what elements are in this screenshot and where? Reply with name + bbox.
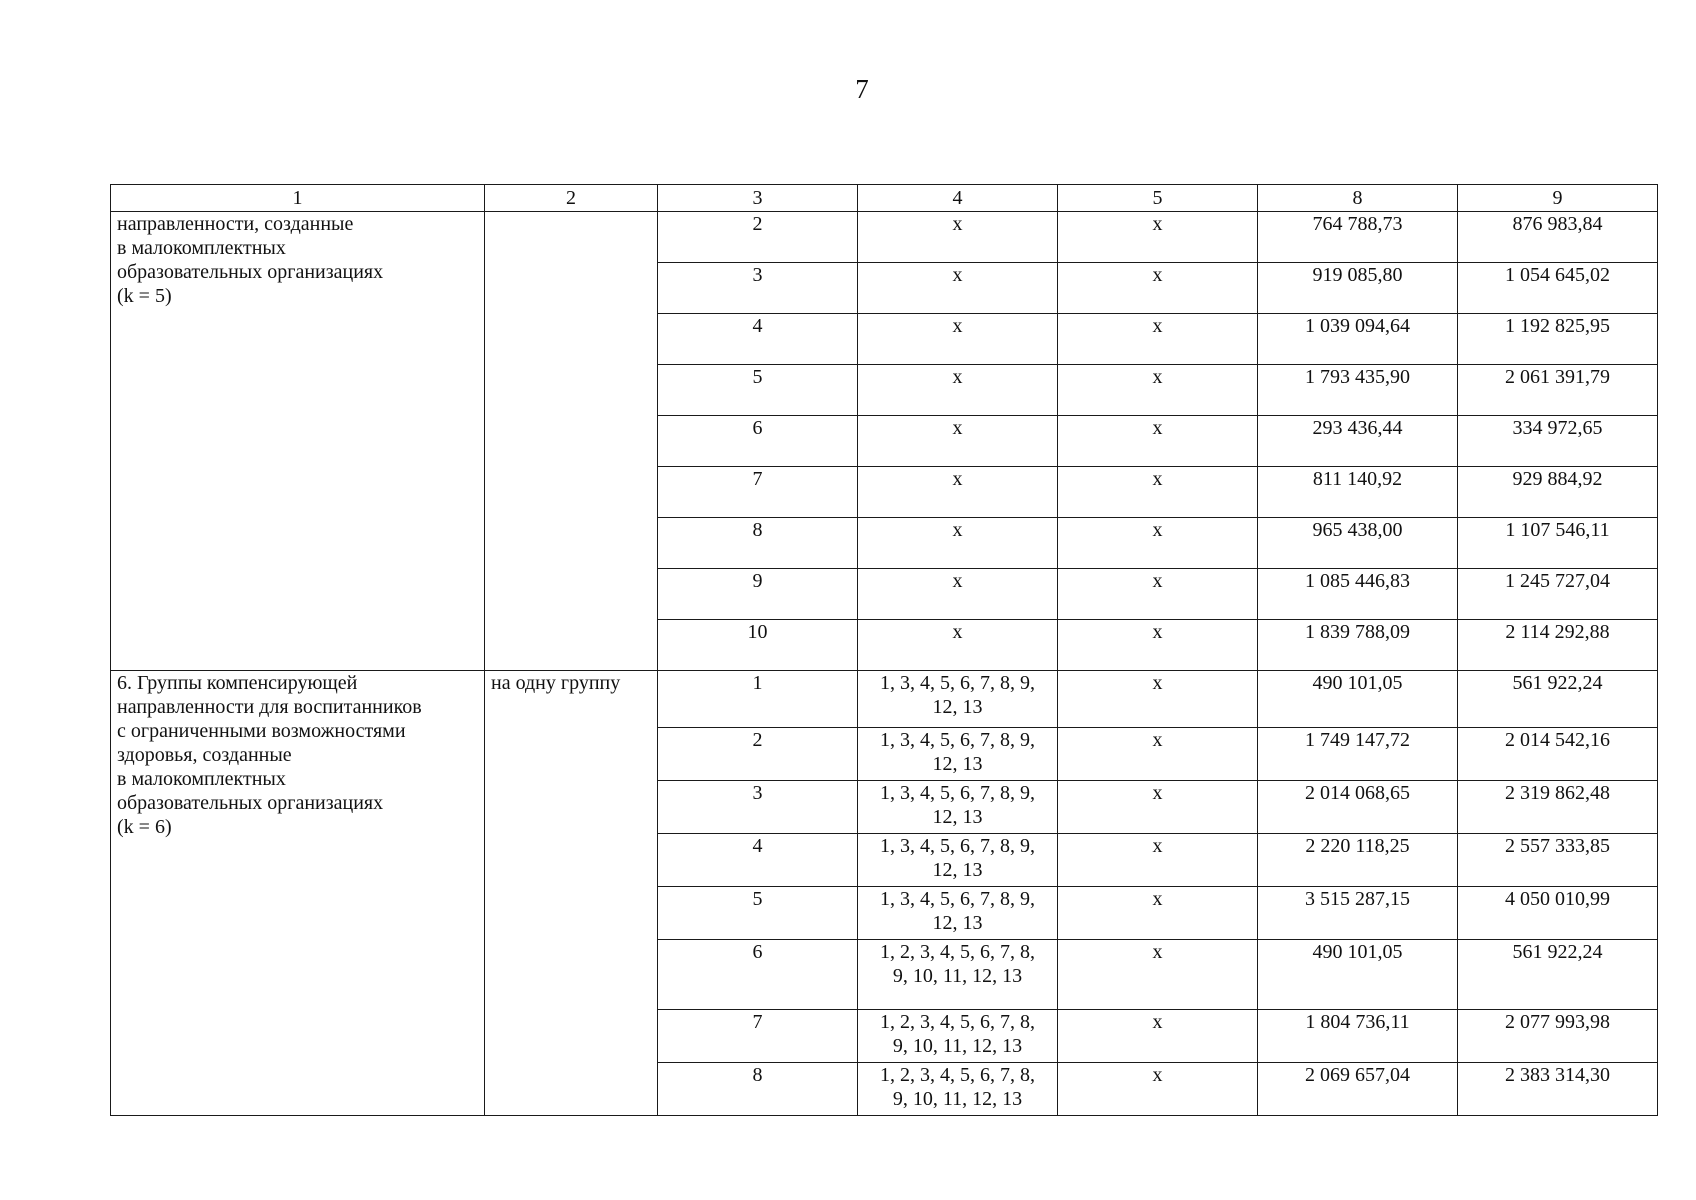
cell-col4: х bbox=[858, 569, 1058, 620]
cell-col5: х bbox=[1058, 620, 1258, 671]
cell-col5: х bbox=[1058, 416, 1258, 467]
cell-col9: 2 557 333,85 bbox=[1458, 834, 1658, 887]
cell-col5: х bbox=[1058, 212, 1258, 263]
cell-col3: 5 bbox=[658, 887, 858, 940]
cell-col3: 7 bbox=[658, 467, 858, 518]
cell-col9: 2 383 314,30 bbox=[1458, 1063, 1658, 1116]
cell-col9: 2 061 391,79 bbox=[1458, 365, 1658, 416]
cell-col5: х bbox=[1058, 671, 1258, 728]
column-header-2: 2 bbox=[485, 185, 658, 212]
cell-col8: 293 436,44 bbox=[1258, 416, 1458, 467]
cell-col5: х bbox=[1058, 365, 1258, 416]
cell-col8: 1 804 736,11 bbox=[1258, 1010, 1458, 1063]
cell-col4: х bbox=[858, 620, 1058, 671]
cell-col9: 1 107 546,11 bbox=[1458, 518, 1658, 569]
cell-col8: 1 039 094,64 bbox=[1258, 314, 1458, 365]
table-body bbox=[111, 212, 1658, 1116]
cell-col5: х bbox=[1058, 467, 1258, 518]
cell-col3: 1 bbox=[658, 671, 858, 728]
cell-col8: 764 788,73 bbox=[1258, 212, 1458, 263]
cell-col4: 1, 3, 4, 5, 6, 7, 8, 9, 12, 13 bbox=[858, 728, 1058, 781]
cell-col5: х bbox=[1058, 1063, 1258, 1116]
cell-col9: 1 245 727,04 bbox=[1458, 569, 1658, 620]
cell-col9: 1 192 825,95 bbox=[1458, 314, 1658, 365]
cell-col3: 7 bbox=[658, 1010, 858, 1063]
cell-col8: 1 793 435,90 bbox=[1258, 365, 1458, 416]
cell-col4: 1, 3, 4, 5, 6, 7, 8, 9, 12, 13 bbox=[858, 887, 1058, 940]
cell-col9: 929 884,92 bbox=[1458, 467, 1658, 518]
cell-col9: 2 114 292,88 bbox=[1458, 620, 1658, 671]
cell-col9: 4 050 010,99 bbox=[1458, 887, 1658, 940]
header-row bbox=[111, 185, 1658, 212]
cell-col5: х bbox=[1058, 1010, 1258, 1063]
cell-col5: х bbox=[1058, 834, 1258, 887]
cell-col5: х bbox=[1058, 728, 1258, 781]
cell-col4: 1, 3, 4, 5, 6, 7, 8, 9, 12, 13 bbox=[858, 834, 1058, 887]
cell-col3: 5 bbox=[658, 365, 858, 416]
cell-col8: 490 101,05 bbox=[1258, 940, 1458, 1010]
cell-col4: х bbox=[858, 467, 1058, 518]
cell-col9: 2 014 542,16 bbox=[1458, 728, 1658, 781]
column-header-3: 3 bbox=[658, 185, 858, 212]
cell-col5: х bbox=[1058, 263, 1258, 314]
page-number: 7 bbox=[855, 74, 869, 104]
cell-col8: 811 140,92 bbox=[1258, 467, 1458, 518]
cell-col4: 1, 2, 3, 4, 5, 6, 7, 8, 9, 10, 11, 12, 13 bbox=[858, 1010, 1058, 1063]
column-header-5: 5 bbox=[1058, 185, 1258, 212]
unit-label bbox=[485, 212, 658, 671]
column-header-9: 9 bbox=[1458, 185, 1658, 212]
cell-col4: х bbox=[858, 518, 1058, 569]
cell-col3: 2 bbox=[658, 212, 858, 263]
cell-col8: 3 515 287,15 bbox=[1258, 887, 1458, 940]
cell-col9: 2 077 993,98 bbox=[1458, 1010, 1658, 1063]
table-row bbox=[111, 212, 1658, 263]
tariff-table bbox=[110, 184, 1658, 1116]
cell-col9: 561 922,24 bbox=[1458, 940, 1658, 1010]
category-label: 6. Группы компенсирующей направленности для воспитанников с ограниченными возможностями здоровья, созданные в малокомплектных образовательных организациях (k = 6) bbox=[111, 671, 485, 1116]
cell-col3: 3 bbox=[658, 263, 858, 314]
cell-col9: 876 983,84 bbox=[1458, 212, 1658, 263]
cell-col3: 2 bbox=[658, 728, 858, 781]
cell-col4: 1, 3, 4, 5, 6, 7, 8, 9, 12, 13 bbox=[858, 781, 1058, 834]
cell-col4: х bbox=[858, 314, 1058, 365]
cell-col9: 2 319 862,48 bbox=[1458, 781, 1658, 834]
cell-col3: 9 bbox=[658, 569, 858, 620]
category-label: направленности, созданные в малокомплектных образовательных организациях (k = 5) bbox=[111, 212, 485, 671]
cell-col3: 6 bbox=[658, 416, 858, 467]
cell-col4: х bbox=[858, 416, 1058, 467]
cell-col5: х bbox=[1058, 781, 1258, 834]
cell-col8: 919 085,80 bbox=[1258, 263, 1458, 314]
cell-col3: 6 bbox=[658, 940, 858, 1010]
cell-col9: 561 922,24 bbox=[1458, 671, 1658, 728]
cell-col5: х bbox=[1058, 518, 1258, 569]
cell-col4: х bbox=[858, 365, 1058, 416]
cell-col3: 3 bbox=[658, 781, 858, 834]
column-header-8: 8 bbox=[1258, 185, 1458, 212]
cell-col8: 490 101,05 bbox=[1258, 671, 1458, 728]
column-header-1: 1 bbox=[111, 185, 485, 212]
cell-col9: 1 054 645,02 bbox=[1458, 263, 1658, 314]
cell-col5: х bbox=[1058, 569, 1258, 620]
cell-col3: 8 bbox=[658, 518, 858, 569]
cell-col3: 8 bbox=[658, 1063, 858, 1116]
cell-col8: 965 438,00 bbox=[1258, 518, 1458, 569]
cell-col8: 2 220 118,25 bbox=[1258, 834, 1458, 887]
cell-col4: х bbox=[858, 263, 1058, 314]
cell-col8: 2 069 657,04 bbox=[1258, 1063, 1458, 1116]
cell-col5: х bbox=[1058, 314, 1258, 365]
cell-col5: х bbox=[1058, 887, 1258, 940]
cell-col8: 2 014 068,65 bbox=[1258, 781, 1458, 834]
cell-col5: х bbox=[1058, 940, 1258, 1010]
cell-col3: 10 bbox=[658, 620, 858, 671]
cell-col3: 4 bbox=[658, 314, 858, 365]
cell-col3: 4 bbox=[658, 834, 858, 887]
cell-col4: 1, 2, 3, 4, 5, 6, 7, 8, 9, 10, 11, 12, 13 bbox=[858, 940, 1058, 1010]
unit-label: на одну группу bbox=[485, 671, 658, 1116]
cell-col4: 1, 2, 3, 4, 5, 6, 7, 8, 9, 10, 11, 12, 13 bbox=[858, 1063, 1058, 1116]
cell-col4: 1, 3, 4, 5, 6, 7, 8, 9, 12, 13 bbox=[858, 671, 1058, 728]
cell-col8: 1 749 147,72 bbox=[1258, 728, 1458, 781]
cell-col8: 1 085 446,83 bbox=[1258, 569, 1458, 620]
column-header-4: 4 bbox=[858, 185, 1058, 212]
cell-col9: 334 972,65 bbox=[1458, 416, 1658, 467]
table-row bbox=[111, 671, 1658, 728]
cell-col4: х bbox=[858, 212, 1058, 263]
cell-col8: 1 839 788,09 bbox=[1258, 620, 1458, 671]
